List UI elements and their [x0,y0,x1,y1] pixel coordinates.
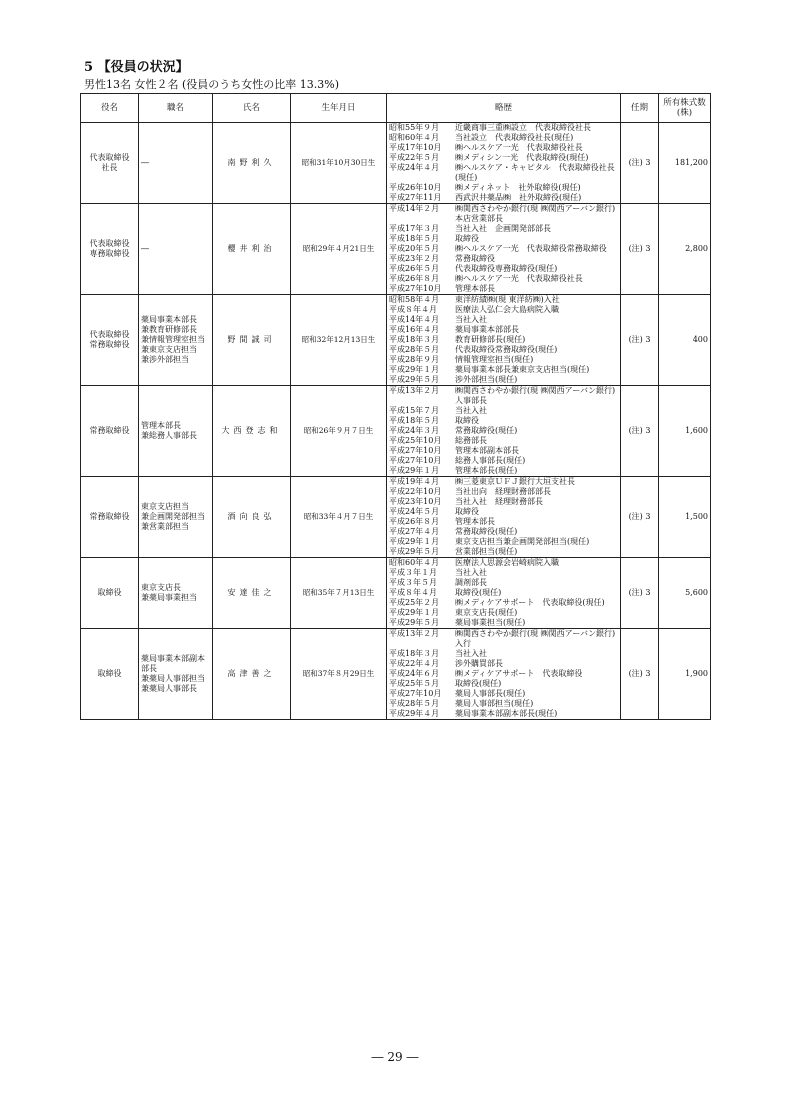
history-entry [389,679,618,689]
history-entry [389,517,618,527]
history-entry [389,436,618,446]
officer-birth-date: 昭和37年８月29日生 [291,629,387,720]
history-entry [389,487,618,497]
history-text: 取締役(現任) [455,679,502,688]
officer-shares: 5,600 [659,558,711,629]
history-date: 昭和60年４月 [389,558,440,567]
history-entry [389,578,618,588]
history-entry [389,689,618,699]
history-entry [389,143,618,153]
history-date: 平成24年４月 [389,163,440,172]
history-entry [389,234,618,244]
history-text: 医療法人弘仁会大島病院入職 [455,305,559,314]
history-text: 当社設立 代表取締役社長(現任) [455,133,574,142]
history-date: 平成20年５月 [389,244,440,253]
history-date: 平成８年４月 [389,588,437,597]
history-date: 平成29年１月 [389,608,440,617]
officer-name: 南野利久 [213,123,291,204]
history-text: 東京支店担当兼企画開発部担当(現任) [455,537,590,546]
history-entry [389,335,618,345]
history-text: 薬局事業担当(現任) [455,618,526,627]
table-row [81,204,711,295]
history-text: ㈱ヘルスケア・キャピタル 代表取締役社長(現任) [455,163,615,182]
officer-term: (注) 3 [621,123,659,204]
history-date: 平成19年４月 [389,477,440,486]
history-date: 平成18年５月 [389,234,440,243]
history-date: 平成16年４月 [389,325,440,334]
history-date: 平成22年５月 [389,153,440,162]
officer-position: 管理本部長 兼総務人事部長 [139,386,213,477]
history-text: 代表取締役常務取締役(現任) [455,345,558,354]
officer-title: 代表取締役 専務取締役 [81,204,139,295]
history-text: 当社入社 [455,568,487,577]
history-entry [389,386,618,406]
history-text: 渉外部担当(現任) [455,375,518,384]
officer-birth-date: 昭和35年７月13日生 [291,558,387,629]
history-entry [389,123,618,133]
history-entry [389,315,618,325]
history-date: 平成17年10月 [389,143,442,152]
history-entry [389,456,618,466]
history-date: 平成27年10月 [389,284,442,293]
history-text: ㈱関西さわやか銀行(現 ㈱関西アーバン銀行)入行 [455,629,616,648]
history-date: 平成27年10月 [389,689,442,698]
officer-title: 代表取締役 常務取締役 [81,295,139,386]
history-entry [389,244,618,254]
history-text: 薬局事業本部部長 [455,325,519,334]
history-entry [389,264,618,274]
officer-history [387,558,621,629]
history-text: 調剤部長 [455,578,487,587]
history-date: 平成29年４月 [389,709,440,718]
history-text: ㈱メディシン一光 代表取締役(現任) [455,153,589,162]
history-entry [389,406,618,416]
officer-title: 取締役 [81,558,139,629]
history-date: 昭和60年４月 [389,133,440,142]
header-name: 氏名 [213,94,291,123]
officer-term: (注) 3 [621,386,659,477]
history-entry [389,193,618,203]
header-shares: 所有株式数 (株) [659,94,711,123]
history-text: 常務取締役(現任) [455,426,518,435]
history-date: 平成27年４月 [389,527,440,536]
history-date: 平成22年10月 [389,487,442,496]
history-date: 昭和58年４月 [389,295,440,304]
history-entry [389,699,618,709]
table-row [81,386,711,477]
history-entry [389,416,618,426]
history-text: 薬局事業本部副本部長(現任) [455,709,558,718]
history-text: 渉外購買部長 [455,659,503,668]
officer-name: 大西登志和 [213,386,291,477]
officer-birth-date: 昭和33年４月７日生 [291,477,387,558]
table-row [81,295,711,386]
history-date: 平成15年７月 [389,406,440,415]
history-text: 取締役(現任) [455,588,502,597]
history-text: ㈱ヘルスケア一光 代表取締役常務取締役 [455,244,607,253]
history-text: 取締役 [455,507,479,516]
history-date: 平成27年11月 [389,193,442,202]
officer-name: 野間誠司 [213,295,291,386]
officer-birth-date: 昭和26年９月７日生 [291,386,387,477]
history-entry [389,497,618,507]
officer-name: 高津善之 [213,629,291,720]
history-entry [389,477,618,487]
officer-name: 酒向良弘 [213,477,291,558]
history-entry [389,153,618,163]
history-text: 当社出向 経理財務部部長 [455,487,551,496]
history-text: 当社入社 企画開発部部長 [455,224,551,233]
history-date: 平成29年５月 [389,547,440,556]
history-entry [389,274,618,284]
history-entry [389,598,618,608]
officer-history [387,295,621,386]
history-date: 平成18年５月 [389,416,440,425]
history-text: ㈱関西さわやか銀行(現 ㈱関西アーバン銀行)人事部長 [455,386,616,405]
officer-term: (注) 3 [621,295,659,386]
history-date: 平成28年５月 [389,699,440,708]
history-date: 平成26年８月 [389,517,440,526]
history-date: 平成17年３月 [389,224,440,233]
history-date: 平成29年１月 [389,365,440,374]
header-history: 略歴 [387,94,621,123]
history-text: ㈱関西さわやか銀行(現 ㈱関西アーバン銀行)本店営業部長 [455,204,616,223]
history-text: 代表取締役専務取締役(現任) [455,264,558,273]
history-date: 平成24年５月 [389,507,440,516]
history-text: 当社入社 [455,406,487,415]
history-date: 平成22年４月 [389,659,440,668]
table-row [81,629,711,720]
history-date: 平成25年２月 [389,598,440,607]
history-entry [389,527,618,537]
history-text: ㈱ヘルスケア一光 代表取締役社長 [455,274,583,283]
history-date: 平成25年５月 [389,679,440,688]
history-entry [389,183,618,193]
history-text: 当社入社 [455,649,487,658]
history-date: 平成27年10月 [389,456,442,465]
officer-shares: 2,800 [659,204,711,295]
officer-position: 薬局事業本部副本部長 兼薬局人事部担当 兼薬局人事部長 [139,629,213,720]
history-text: ㈱メディケアサポート 代表取締役 [455,669,583,678]
history-entry [389,163,618,183]
officer-term: (注) 3 [621,477,659,558]
history-entry [389,365,618,375]
table-row [81,123,711,204]
history-date: 平成18年３月 [389,649,440,658]
history-entry [389,345,618,355]
officer-term: (注) 3 [621,629,659,720]
table-row [81,558,711,629]
officer-shares: 1,500 [659,477,711,558]
history-date: 平成29年１月 [389,466,440,475]
history-entry [389,204,618,224]
officer-title: 常務取締役 [81,477,139,558]
history-entry [389,375,618,385]
history-date: 平成27年10月 [389,446,442,455]
officer-name: 櫻井利治 [213,204,291,295]
officer-shares: 1,600 [659,386,711,477]
officer-term: (注) 3 [621,204,659,295]
officer-position: 東京支店長 兼薬局事業担当 [139,558,213,629]
history-text: 近畿商事三重㈱設立 代表取締役社長 [455,123,591,132]
history-entry [389,659,618,669]
section-subtitle: 男性13名 女性２名 (役員のうち女性の比率 13.3%) [84,78,340,91]
officer-name: 安達佳之 [213,558,291,629]
history-date: 平成18年３月 [389,335,440,344]
history-entry [389,649,618,659]
history-date: 平成24年６月 [389,669,440,678]
officer-history [387,204,621,295]
history-entry [389,305,618,315]
header-term: 任期 [621,94,659,123]
history-entry [389,669,618,679]
history-entry [389,537,618,547]
history-entry [389,133,618,143]
officer-history [387,629,621,720]
page-number: ― 29 ― [371,1050,419,1064]
officer-title: 常務取締役 [81,386,139,477]
history-date: 平成14年２月 [389,204,440,213]
history-text: 医療法人思源会岩崎病院入職 [455,558,559,567]
officer-birth-date: 昭和29年４月21日生 [291,204,387,295]
history-text: 東洋紡績㈱(現 東洋紡㈱)入社 [455,295,560,304]
history-date: 平成29年１月 [389,537,440,546]
history-entry [389,325,618,335]
officers-table-body [81,123,711,720]
history-entry [389,224,618,234]
officer-shares: 1,900 [659,629,711,720]
history-text: 管理本部長 [455,284,495,293]
table-header-row [81,94,711,123]
history-entry [389,507,618,517]
history-text: 薬局人事部担当(現任) [455,699,534,708]
history-text: 管理本部長 [455,517,495,526]
history-entry [389,466,618,476]
officer-title: 代表取締役 社長 [81,123,139,204]
section-title: 5 【役員の状況】 [84,60,189,75]
history-entry [389,629,618,649]
history-text: 薬局事業本部長兼東京支店担当(現任) [455,365,590,374]
history-entry [389,568,618,578]
history-text: 西武沢井薬品㈱ 社外取締役(現任) [455,193,582,202]
history-date: 平成28年９月 [389,355,440,364]
officer-birth-date: 昭和32年12月13日生 [291,295,387,386]
history-text: 取締役 [455,234,479,243]
history-date: 平成13年２月 [389,629,440,638]
history-date: 平成26年８月 [389,274,440,283]
officer-birth-date: 昭和31年10月30日生 [291,123,387,204]
history-entry [389,254,618,264]
history-text: 東京支店長(現任) [455,608,518,617]
officer-shares: 400 [659,295,711,386]
history-text: ㈱ヘルスケア一光 代表取締役社長 [455,143,583,152]
history-entry [389,618,618,628]
history-text: 常務取締役 [455,254,495,263]
officer-position: 薬局事業本部長 兼教育研修部長 兼情報管理室担当 兼東京支店担当 兼渉外部担当 [139,295,213,386]
officer-term: (注) 3 [621,558,659,629]
history-text: 取締役 [455,416,479,425]
history-date: 平成26年10月 [389,183,442,192]
history-date: 平成14年４月 [389,315,440,324]
history-date: 平成24年３月 [389,426,440,435]
history-text: 当社入社 [455,315,487,324]
history-text: 情報管理室担当(現任) [455,355,534,364]
history-entry [389,295,618,305]
history-text: 管理本部長(現任) [455,466,518,475]
table-row [81,477,711,558]
officer-position: ― [139,123,213,204]
history-date: 平成26年５月 [389,264,440,273]
officer-position: ― [139,204,213,295]
history-date: 平成３年５月 [389,578,437,587]
history-entry [389,446,618,456]
history-text: ㈱メディネット 社外取締役(現任) [455,183,581,192]
officer-history [387,477,621,558]
officers-table [80,93,711,720]
history-date: 昭和55年９月 [389,123,440,132]
history-text: 管理本部副本部長 [455,446,519,455]
officer-shares: 181,200 [659,123,711,204]
history-date: 平成13年２月 [389,386,440,395]
header-birth: 生年月日 [291,94,387,123]
history-entry [389,709,618,719]
history-entry [389,558,618,568]
history-text: 営業部担当(現任) [455,547,518,556]
history-entry [389,547,618,557]
officer-title: 取締役 [81,629,139,720]
history-text: ㈱メディケアサポート 代表取締役(現任) [455,598,605,607]
history-text: 常務取締役(現任) [455,527,518,536]
history-date: 平成25年10月 [389,436,442,445]
history-date: 平成23年10月 [389,497,442,506]
header-position: 職名 [139,94,213,123]
history-text: 当社入社 経理財務部長 [455,497,543,506]
header-title: 役名 [81,94,139,123]
history-entry [389,426,618,436]
history-text: 総務部長 [455,436,487,445]
history-text: 薬局人事部長(現任) [455,689,526,698]
history-entry [389,355,618,365]
history-date: 平成８年４月 [389,305,437,314]
history-text: 総務人事部長(現任) [455,456,526,465]
history-date: 平成29年５月 [389,618,440,627]
history-date: 平成28年５月 [389,345,440,354]
history-entry [389,284,618,294]
history-entry [389,608,618,618]
history-date: 平成23年２月 [389,254,440,263]
history-entry [389,588,618,598]
officer-history [387,386,621,477]
history-text: ㈱三菱東京ＵＦＪ銀行大垣支社長 [455,477,575,486]
officer-position: 東京支店担当 兼企画開発部担当 兼営業部担当 [139,477,213,558]
officer-history [387,123,621,204]
history-text: 教育研修部長(現任) [455,335,526,344]
history-date: 平成29年５月 [389,375,440,384]
history-date: 平成３年１月 [389,568,437,577]
